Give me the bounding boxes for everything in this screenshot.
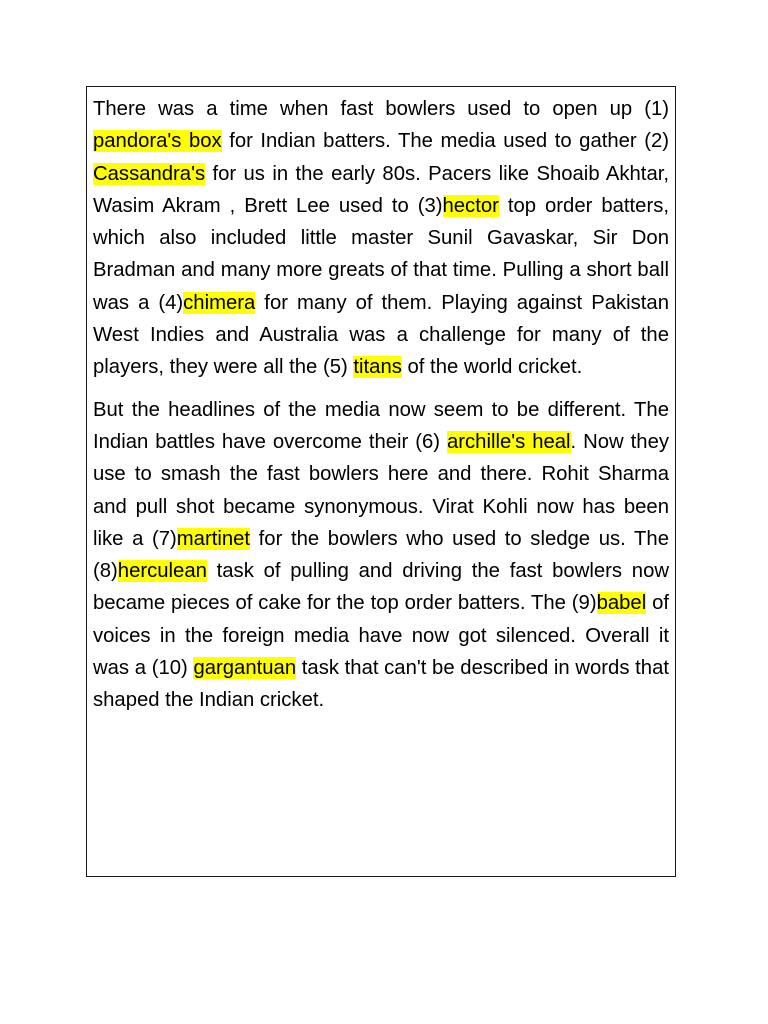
- text-segment: There was a time when fast bowlers used to open up (1): [93, 98, 669, 120]
- text-segment: for Indian batters. The media used to gather (2): [221, 130, 669, 153]
- text-segment: task of pulling and driving the fast bowlers now became pieces of cake for the top order batters. The (9): [93, 560, 669, 615]
- highlighted-word: pandora's box: [93, 130, 222, 153]
- highlighted-word: archille's heal: [446, 430, 571, 453]
- text-box: [86, 86, 676, 877]
- text-segment: for us in the early 80s. Pacers like Shoaib Akhtar, Wasim Akram , Brett Lee used to (3): [93, 162, 669, 217]
- highlighted-word: titans: [353, 356, 402, 379]
- text-segment: for the bowlers who used to sledge us. The (8): [93, 527, 669, 583]
- highlighted-word: herculean: [117, 560, 207, 583]
- paragraph-1: [93, 93, 669, 384]
- text-segment: top order batters, which also included little master Sunil Gavaskar, Sir Don Bradman and many more greats of that time. Pulling a short ball was a (4): [93, 194, 669, 314]
- highlighted-word: Cassandra's: [93, 162, 206, 185]
- highlighted-word: gargantuan: [193, 657, 297, 680]
- text-segment: task that can't be described in words that shaped the Indian cricket.: [93, 657, 669, 712]
- text-segment: of voices in the foreign media have now got silenced. Overall it was a (10): [93, 592, 669, 680]
- text-segment: But the headlines of the media now seem to be different. The Indian battles have overcome their (6): [93, 398, 669, 453]
- paragraph-2: [93, 394, 669, 717]
- text-segment: of the world cricket.: [401, 356, 583, 379]
- highlighted-word: hector: [442, 194, 499, 217]
- highlighted-word: babel: [596, 592, 647, 615]
- text-segment: . Now they use to smash the fast bowlers here and there. Rohit Sharma and pull shot became synonymous. Virat Kohli now has been like a (7): [93, 430, 669, 550]
- highlighted-word: chimera: [183, 291, 256, 314]
- text-segment: for many of them. Playing against Pakistan West Indies and Australia was a challenge for many of the players, they were all the (5): [93, 291, 669, 379]
- highlighted-word: martinet: [176, 527, 251, 550]
